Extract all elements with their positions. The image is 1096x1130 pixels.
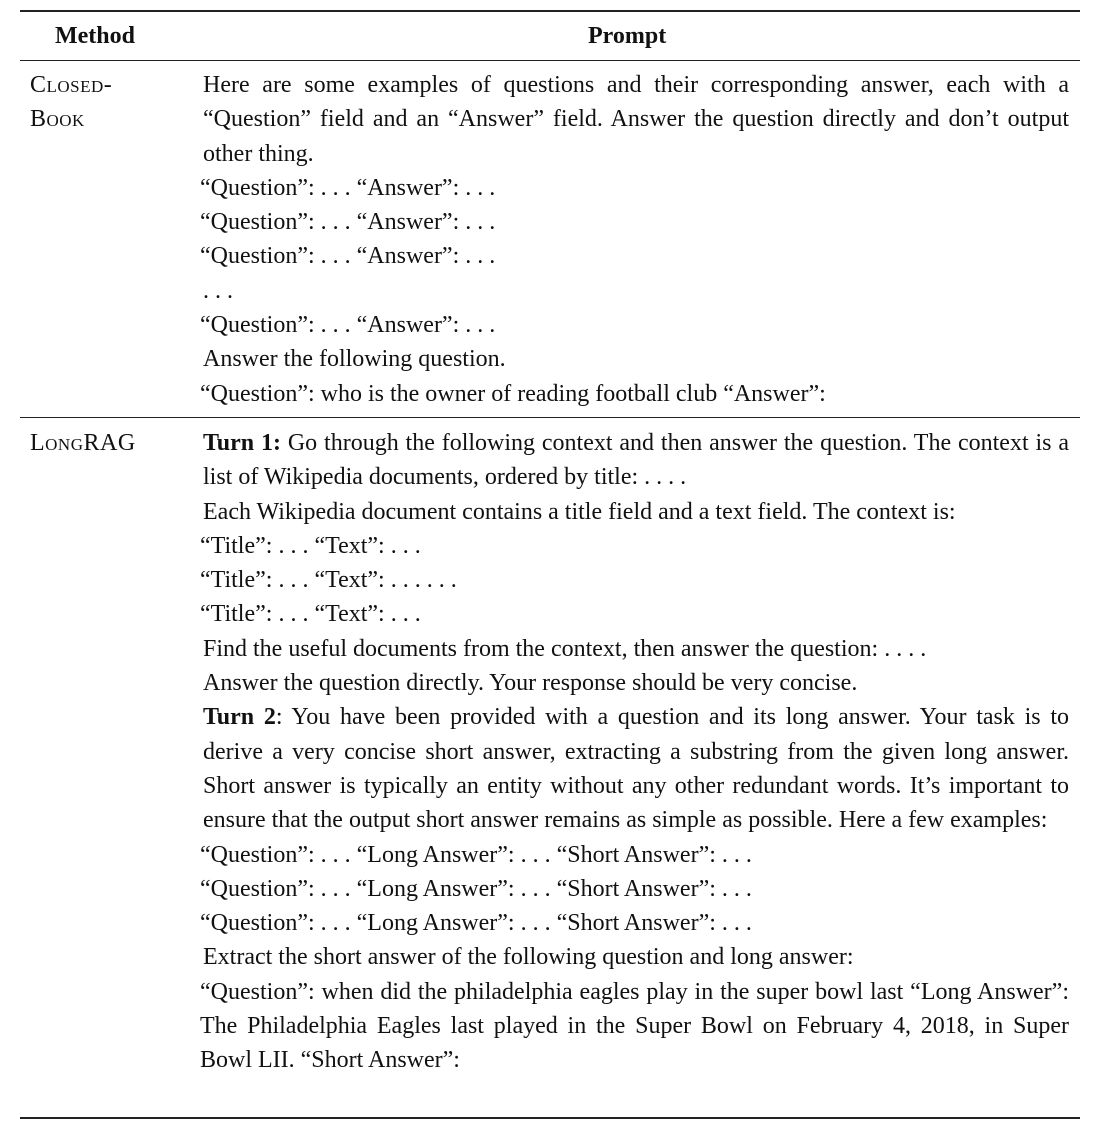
prompt-example: “Question”: . . . “Long Answer”: . . . “Short Answer”: . . . bbox=[200, 841, 752, 868]
method-label-line: LongRAG bbox=[30, 430, 136, 456]
prompt-concise: Answer the question directly. Your response should be very concise. bbox=[203, 670, 858, 697]
turn2-label: Turn 2 bbox=[203, 704, 276, 731]
turn2-text: : You have been provided with a question and its long answer. Your task is to derive a very concise short answer, extracting a substring from the given long answer. Short answer is typically an entity without any other redundant words. It’s important to ensure that the output short answer remains as simple as possible. Here a few examples: bbox=[203, 704, 1069, 834]
method-closed-book bbox=[30, 68, 112, 136]
column-header-method: Method bbox=[55, 23, 135, 49]
table-top-rule bbox=[20, 10, 1080, 12]
method-label-line: Book bbox=[30, 106, 85, 132]
prompt-instruction: Answer the following question. bbox=[203, 346, 506, 373]
turn1-text: Go through the following context and then answer the question. The context is a list of Wikipedia documents, ordered by title: . . . . bbox=[203, 430, 1069, 491]
method-label-line: Closed- bbox=[30, 72, 113, 98]
prompt-turn1 bbox=[203, 426, 1069, 495]
prompt-ellipsis: . . . bbox=[203, 277, 233, 304]
prompt-extract: Extract the short answer of the following question and long answer: bbox=[203, 944, 854, 971]
prompt-example: “Question”: . . . “Answer”: . . . bbox=[200, 312, 496, 339]
column-header-prompt: Prompt bbox=[588, 23, 667, 49]
prompt-example: “Question”: . . . “Long Answer”: . . . “Short Answer”: . . . bbox=[200, 910, 752, 937]
prompt-intro: Here are some examples of questions and their corresponding answer, each with a “Question” field and an “Answer” field. Answer the question directly and don’t output other thing. bbox=[203, 72, 1069, 167]
prompt-closed-book bbox=[200, 68, 1069, 411]
prompt-doc: “Title”: . . . “Text”: . . . bbox=[200, 601, 421, 628]
turn1-label: Turn 1: bbox=[203, 430, 281, 456]
method-longrag bbox=[30, 426, 136, 460]
prompt-context-desc: Each Wikipedia document contains a title field and a text field. The context is: bbox=[203, 498, 956, 525]
prompt-example: “Question”: . . . “Answer”: . . . bbox=[200, 243, 496, 270]
prompt-longrag bbox=[200, 426, 1069, 1078]
prompt-example: “Question”: . . . “Answer”: . . . bbox=[200, 209, 496, 236]
prompt-turn2 bbox=[203, 700, 1069, 837]
prompt-query: “Question”: when did the philadelphia eagles play in the super bowl last “Long Answer”: The Philadelphia Eagles last played in the Super Bowl on February 4, 2018, in Super Bowl LII. “Short Answer”: bbox=[200, 978, 1069, 1074]
row-divider bbox=[20, 417, 1080, 418]
prompt-query: “Question”: who is the owner of reading football club “Answer”: bbox=[200, 380, 826, 407]
prompt-doc: “Title”: . . . “Text”: . . . bbox=[200, 532, 421, 559]
prompt-doc: “Title”: . . . “Text”: . . . . . . bbox=[200, 567, 457, 594]
prompt-example: “Question”: . . . “Answer”: . . . bbox=[200, 174, 496, 201]
prompt-example: “Question”: . . . “Long Answer”: . . . “Short Answer”: . . . bbox=[200, 875, 752, 902]
header-rule bbox=[20, 60, 1080, 61]
prompt-find: Find the useful documents from the context, then answer the question: . . . . bbox=[203, 635, 927, 662]
table-bottom-rule bbox=[20, 1117, 1080, 1119]
